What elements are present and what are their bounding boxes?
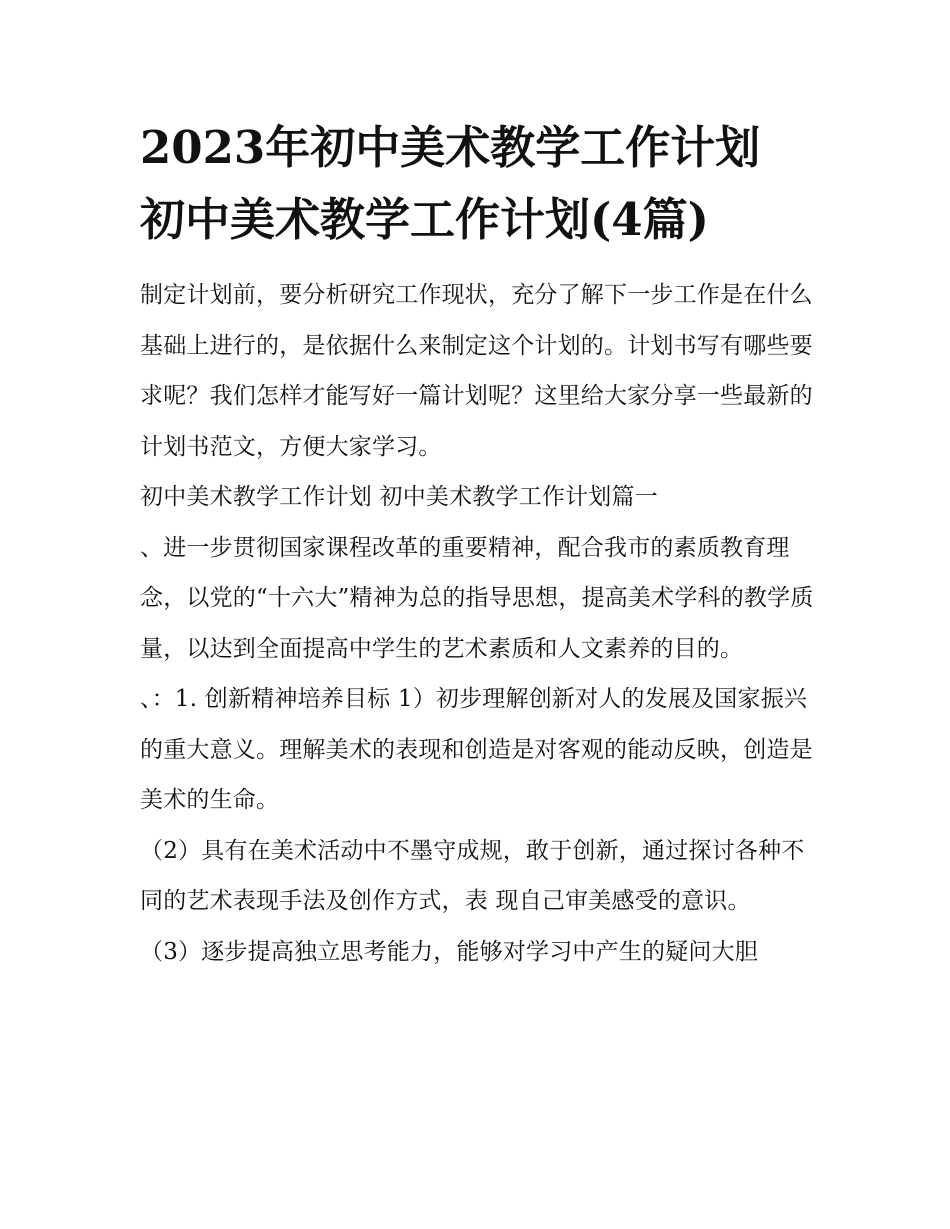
paragraph-goal-2: （2）具有在美术活动中不墨守成规，敢于创新，通过探讨各种不同的艺术表现手法及创作方式，表 现自己审美感受的意识。 (140, 837, 805, 914)
title-line-2: 初中美术教学工作计划(4篇) (140, 193, 709, 246)
paragraph-goal-1: 、：1. 创新精神培养目标 1）初步理解创新对人的发展及国家振兴的重大意义。理解美术的表现和创造是对客观的能动反映，创造是美术的生命。 (140, 686, 813, 813)
section-heading: 初中美术教学工作计划 初中美术教学工作计划篇一 (140, 484, 658, 510)
paragraph-goal-3: （3）逐步提高独立思考能力，能够对学习中产生的疑问大胆 (140, 938, 759, 965)
document-page (140, 112, 820, 977)
document-body (140, 270, 820, 977)
paragraph-intro: 制定计划前，要分析研究工作现状，充分了解下一步工作是在什么基础上进行的，是依据什么来制定这个计划的。计划书写有哪些要求呢？我们怎样才能写好一篇计划呢？这里给大家分享一些最新的计划书范文，方便大家学习。 (140, 282, 813, 460)
title-line-1: 2023年初中美术教学工作计划 (140, 121, 761, 174)
paragraph-guiding-thought: 、进一步贯彻国家课程改革的重要精神，配合我市的素质教育理念，以党的“十六大”精神为总的指导思想，提高美术学科的教学质量，以达到全面提高中学生的艺术素质和人文素养的目的。 (140, 534, 814, 662)
document-title (140, 112, 820, 256)
